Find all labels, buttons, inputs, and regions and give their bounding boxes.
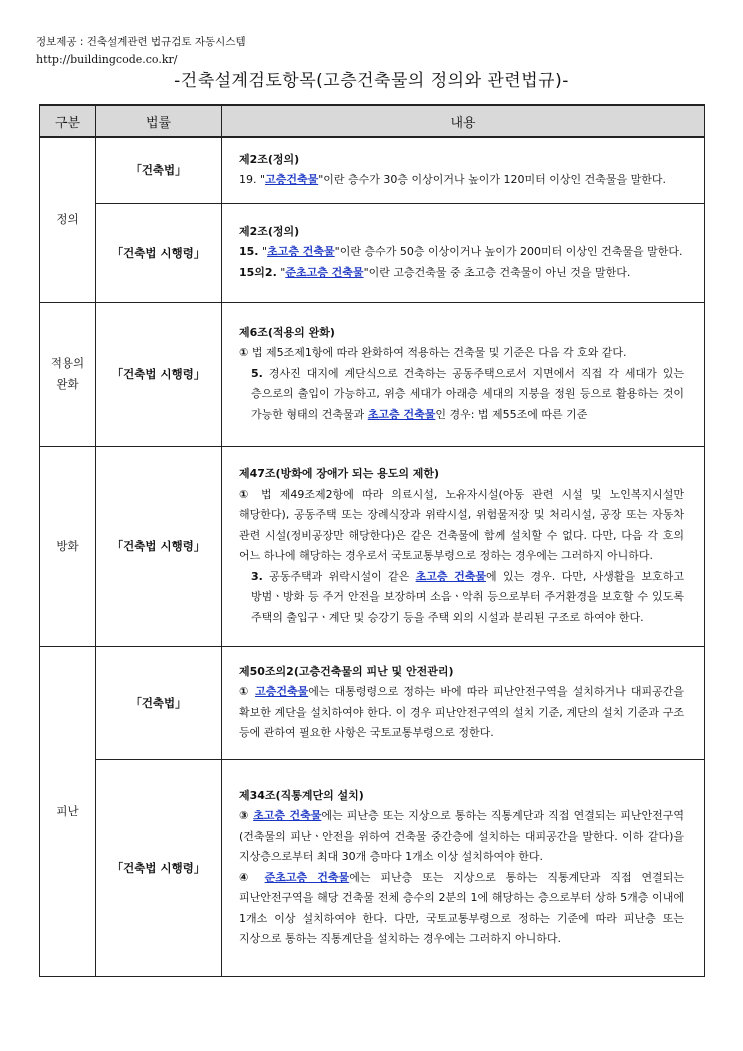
page-title: -건축설계검토항목(고층건축물의 정의와 관련법규)- [174,71,569,91]
item-text: 에 있는 경우. 다만, 사생활을 보호하고 방범ㆍ방화 등 주거 안전을 보장하며 소음ㆍ악취 등으로부터 주거환경을 보호할 수 있도록 주택의 출입구ㆍ계단 및 승강기 등을 주택 외의 시설과 분리된 구조로 하여야 한다. [251,569,684,624]
item-number: 15. [239,245,259,259]
paragraph [239,682,684,744]
regulation-table [39,104,705,977]
term-link[interactable]: 초고층 건축물 [253,809,322,822]
article-heading: 제47조(방화에 장애가 되는 용도의 제한) [239,467,440,480]
paragraph-number: ④ [239,870,255,884]
item-paragraph [239,263,684,284]
term-link[interactable]: 고층건축물 [255,685,309,698]
paragraph [239,868,684,950]
paragraph-number: ① [239,487,253,501]
table-header-row [40,105,705,137]
term-link[interactable]: 준초고층 건축물 [285,265,364,279]
column-header-law: 법률 [96,105,222,137]
term-link[interactable]: 고층건축물 [265,173,319,187]
paragraph-text: 법 제49조제2항에 따라 의료시설, 노유자시설(아동 관련 시설 및 노인복지시설만 해당한다), 공동주택 또는 장례식장과 위락시설, 위험물저장 및 처리시설, 공장 또는 자동차 관련 시설(정비공장만 해당한다)은 같은 건축물에 함께 설치할 수 없다. 다만, 다음 각 호의 어느 하나에 해당하는 경우로서 국토교통부령으로 정하는 경우에는 그러하지 아니하다. [239,487,684,562]
paragraph [239,485,684,567]
item-text: "이란 층수가 30층 이상이거나 높이가 120미터 이상인 건축물을 말한다. [318,173,666,187]
law-cell: 「건축법 시행령」 [96,203,222,302]
item-paragraph [239,170,684,191]
table-row [40,137,705,203]
item-text: " [276,265,286,279]
item-text: "이란 층수가 50층 이상이거나 높이가 200미터 이상인 건축물을 말한다. [334,245,683,259]
category-line: 완화 [56,377,79,391]
item-paragraph [239,567,684,629]
content-cell [222,446,705,646]
content-cell [222,646,705,759]
item-text: 경사진 대지에 계단식으로 건축하는 공동주택으로서 지면에서 직접 각 세대가 있는 층으로의 출입이 가능하고, 위층 세대가 아래층 세대의 지붕을 정원 등으로 활용하는 것이 가능한 형태의 건축물과 [251,366,684,421]
article-heading: 제2조(정의) [239,224,300,238]
paragraph-text: 에는 대통령령으로 정하는 바에 따라 피난안전구역을 설치하거나 대피공간을 확보한 계단을 설치하여야 한다. 이 경우 피난안전구역의 설치 기준, 계단의 설치 기준과 구조 등에 관하여 필요한 사항은 국토교통부령으로 정한다. [239,685,684,739]
category-cell-fire: 방화 [40,446,96,646]
law-cell: 「건축법」 [96,646,222,759]
term-link[interactable]: 초고층 건축물 [415,569,487,583]
item-text: 공동주택과 위락시설이 같은 [262,569,416,583]
item-text: "이란 고층건축물 중 초고층 건축물이 아닌 것을 말한다. [363,265,631,279]
content-cell [222,203,705,302]
table-row [40,203,705,302]
item-text: " [256,173,266,187]
content-cell [222,137,705,203]
category-cell-definition: 정의 [40,137,96,302]
law-cell: 「건축법 시행령」 [96,759,222,976]
article-heading: 제2조(정의) [239,152,300,166]
column-header-category: 구분 [40,105,96,137]
item-paragraph [239,242,684,263]
article-heading: 제6조(적용의 완화) [239,325,335,339]
table-row [40,646,705,759]
item-number: 5. [251,366,263,380]
paragraph-text: 에는 피난층 또는 지상으로 통하는 직통계단과 직접 연결되는 피난안전구역(건축물의 피난ㆍ안전을 위하여 건축물 중간층에 설치하는 대피공간을 말한다. 이하 같다)을 지상층으로부터 최대 30개 층마다 1개소 이상 설치하여야 한다. [239,809,684,863]
paragraph-number: ① [239,346,249,360]
item-number: 3. [251,569,263,583]
column-header-content: 내용 [222,105,705,137]
item-paragraph [239,364,684,426]
item-text: 인 경우: 법 제55조에 따른 기준 [435,407,588,421]
article-heading: 제50조의2(고층건축물의 피난 및 안전관리) [239,664,454,678]
table-row [40,446,705,646]
source-line: 정보제공 : 건축설계관련 법규검토 자동시스템 [36,36,246,48]
paragraph [239,806,684,868]
item-number: 15의2. [239,265,277,279]
paragraph [239,343,684,364]
source-url[interactable]: http://buildingcode.co.kr/ [36,53,178,66]
article-heading: 제34조(직통계단의 설치) [239,788,364,802]
item-text: " [258,245,268,259]
paragraph-number: ③ [239,809,249,822]
law-cell: 「건축법 시행령」 [96,302,222,446]
content-cell [222,759,705,976]
table-row [40,759,705,976]
content-cell [222,302,705,446]
paragraph-text: 법 제5조제1항에 따라 완화하여 적용하는 건축물 및 기준은 다음 각 호와 같다. [248,346,627,360]
paragraph-text [255,871,265,884]
category-line: 적용의 [50,356,85,370]
paragraph-text: 에는 피난층 또는 지상으로 통하는 직통계단과 직접 연결되는 피난안전구역을 해당 건축물 전체 층수의 2분의 1에 해당하는 층으로부터 상하 5개층 이내에 1개소 이상 설치하여야 한다. 다만, 국토교통부령으로 정하는 기준에 따라 피난층 또는 지상으로 통하는 직통계단을 설치하는 경우에는 그러하지 아니하다. [239,870,685,945]
law-cell: 「건축법 시행령」 [96,446,222,646]
law-cell: 「건축법」 [96,137,222,203]
term-link[interactable]: 초고층 건축물 [367,407,436,421]
category-cell-evacuation: 피난 [40,646,96,976]
paragraph-number: ① [239,685,250,698]
term-link[interactable]: 준초고층 건축물 [264,870,350,884]
table-row [40,302,705,446]
term-link[interactable]: 초고층 건축물 [267,245,335,259]
category-cell-relaxation [40,302,96,446]
item-number: 19. [239,173,257,187]
